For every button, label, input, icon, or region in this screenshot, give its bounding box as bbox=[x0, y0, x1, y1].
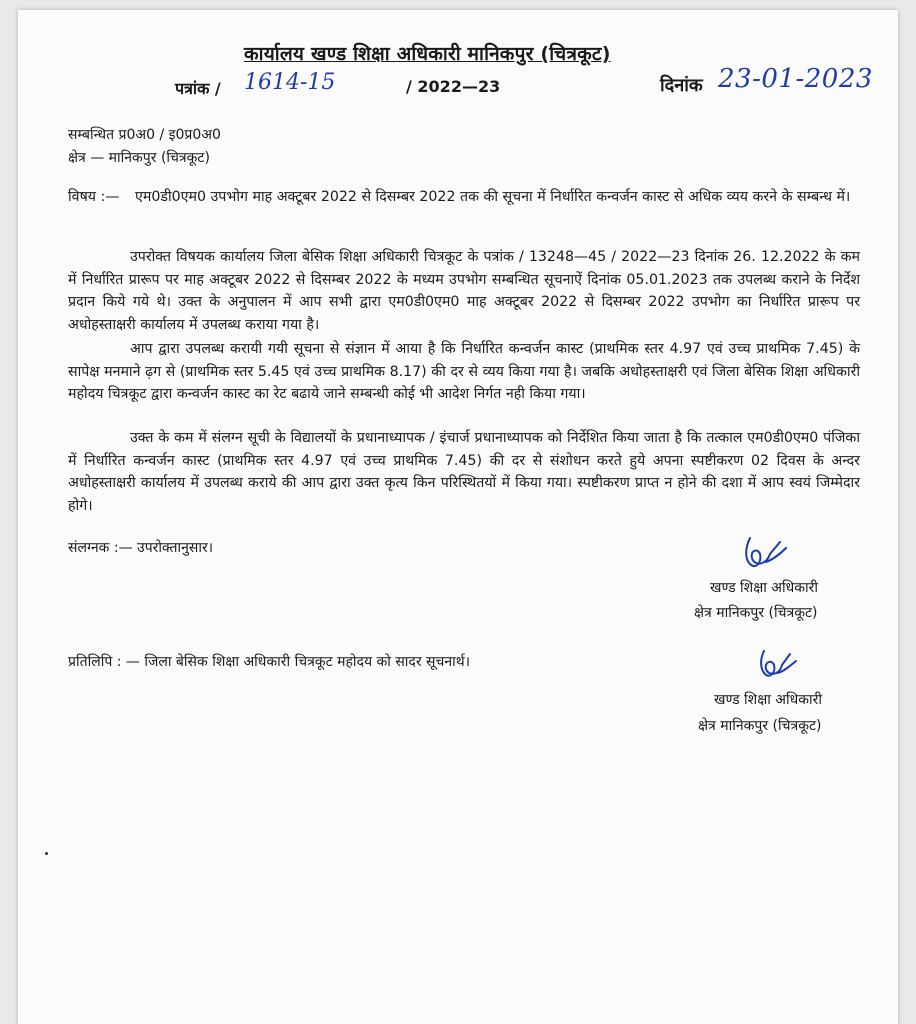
subject-text: एम0डी0एम0 उपभोग माह अक्टूबर 2022 से दिसम्बर 2022 तक की सूचना में निर्धारित कन्वर्जन कास्ट से अधिक व्यय करने के सम्बन्ध में। bbox=[135, 189, 851, 205]
date-label: दिनांक bbox=[660, 75, 703, 96]
subject-block bbox=[68, 186, 863, 208]
office-title: कार्यालय खण्ड शिक्षा अधिकारी मानिकपुर (चित्रकूट) bbox=[244, 43, 611, 65]
signature-1-mark bbox=[736, 532, 790, 576]
recipient-line-1: सम्बन्धित प्र0अ0 / इ0प्र0अ0 bbox=[68, 127, 221, 143]
signature-1-area: क्षेत्र मानिकपुर (चित्रकूट) bbox=[694, 605, 818, 621]
body-paragraph-3: उक्त के कम में संलग्न सूची के विद्यालयों के प्रधानाध्यापक / इंचार्ज प्रधानाध्यापक को निर्देशित किया जाता है कि तत्काल एम0डी0एम0 पंजिका में निर्धारित कन्वर्जन कास्ट (प्राथमिक स्तर 4.97 एवं उच्च प्राथमिक 7.45) की दर से संशोधन करते हुये अपना स्पष्टीकरण 02 दिवस के अन्दर अधोहस्ताक्षरी कार्यालय में उपलब्ध कराये की आप द्वारा उक्त कृत्य किन परिस्थितयों में किया गया। स्पष्टीकरण प्राप्त न होने की दशा में आप स्वयं जिम्मेदार होगे। bbox=[68, 430, 860, 514]
body-paragraph-1: उपरोक्त विषयक कार्यालय जिला बेसिक शिक्षा अधिकारी चित्रकूट के पत्रांक / 13248—45 / 2022—23 दिनांक 26. 12.2022 के कम में निर्धारित प्रारूप पर माह अक्टूबर 2022 से दिसम्बर 2022 के मध्यम उपभोग सम्बन्धित सूचनाऐं दिनांक 05.01.2023 तक उपलब्ध कराने के निर्देश प्रदान किये गये थे। उक्त के अनुपालन में आप सभी द्वारा एम0डी0एम0 माह अक्टूबर 2022 से दिसम्बर 2022 उपभोग का निर्धारित प्रारूप पर अधोहस्ताक्षरी कार्यालय में उपलब्ध कराया गया है। bbox=[68, 249, 860, 333]
signature-2-area: क्षेत्र मानिकपुर (चित्रकूट) bbox=[698, 718, 822, 734]
reference-number-handwritten: 1614-15 bbox=[244, 70, 336, 95]
date-handwritten: 23-01-2023 bbox=[718, 64, 873, 94]
subject-label: विषय :— bbox=[68, 189, 120, 205]
signature-1-designation: खण्ड शिक्षा अधिकारी bbox=[710, 580, 818, 596]
ink-dot bbox=[45, 852, 48, 855]
enclosure-note: संलग्नक :— उपरोक्तानुसार। bbox=[68, 540, 214, 556]
reference-year: / 2022—23 bbox=[406, 77, 501, 96]
recipient-line-2: क्षेत्र — मानिकपुर (चित्रकूट) bbox=[68, 150, 210, 166]
reference-label: पत्रांक / bbox=[175, 79, 221, 98]
body-paragraph-2: आप द्वारा उपलब्ध करायी गयी सूचना से संज्ञान में आया है कि निर्धारित कन्वर्जन कास्ट (प्राथमिक स्तर 4.97 एवं उच्च प्राथमिक 7.45) के सापेक्ष मनमाने ढ़ग से (प्राथमिक स्तर 5.45 एवं उच्च प्राथमिक 8.17) की दर से व्यय किया गया है। जबकि अधोहस्ताक्षरी एवं जिला बेसिक शिक्षा अधिकारी महोदय चित्रकूट द्वारा कन्वर्जन कास्ट का रेट बढाये जाने सम्बन्धी कोई भी आदेश निर्गत नही किया गया। bbox=[68, 341, 860, 402]
signature-2-designation: खण्ड शिक्षा अधिकारी bbox=[714, 692, 822, 708]
copy-to-note: प्रतिलिपि : — जिला बेसिक शिक्षा अधिकारी चित्रकूट महोदय को सादर सूचनार्थ। bbox=[68, 654, 471, 670]
signature-2-mark bbox=[752, 645, 800, 685]
